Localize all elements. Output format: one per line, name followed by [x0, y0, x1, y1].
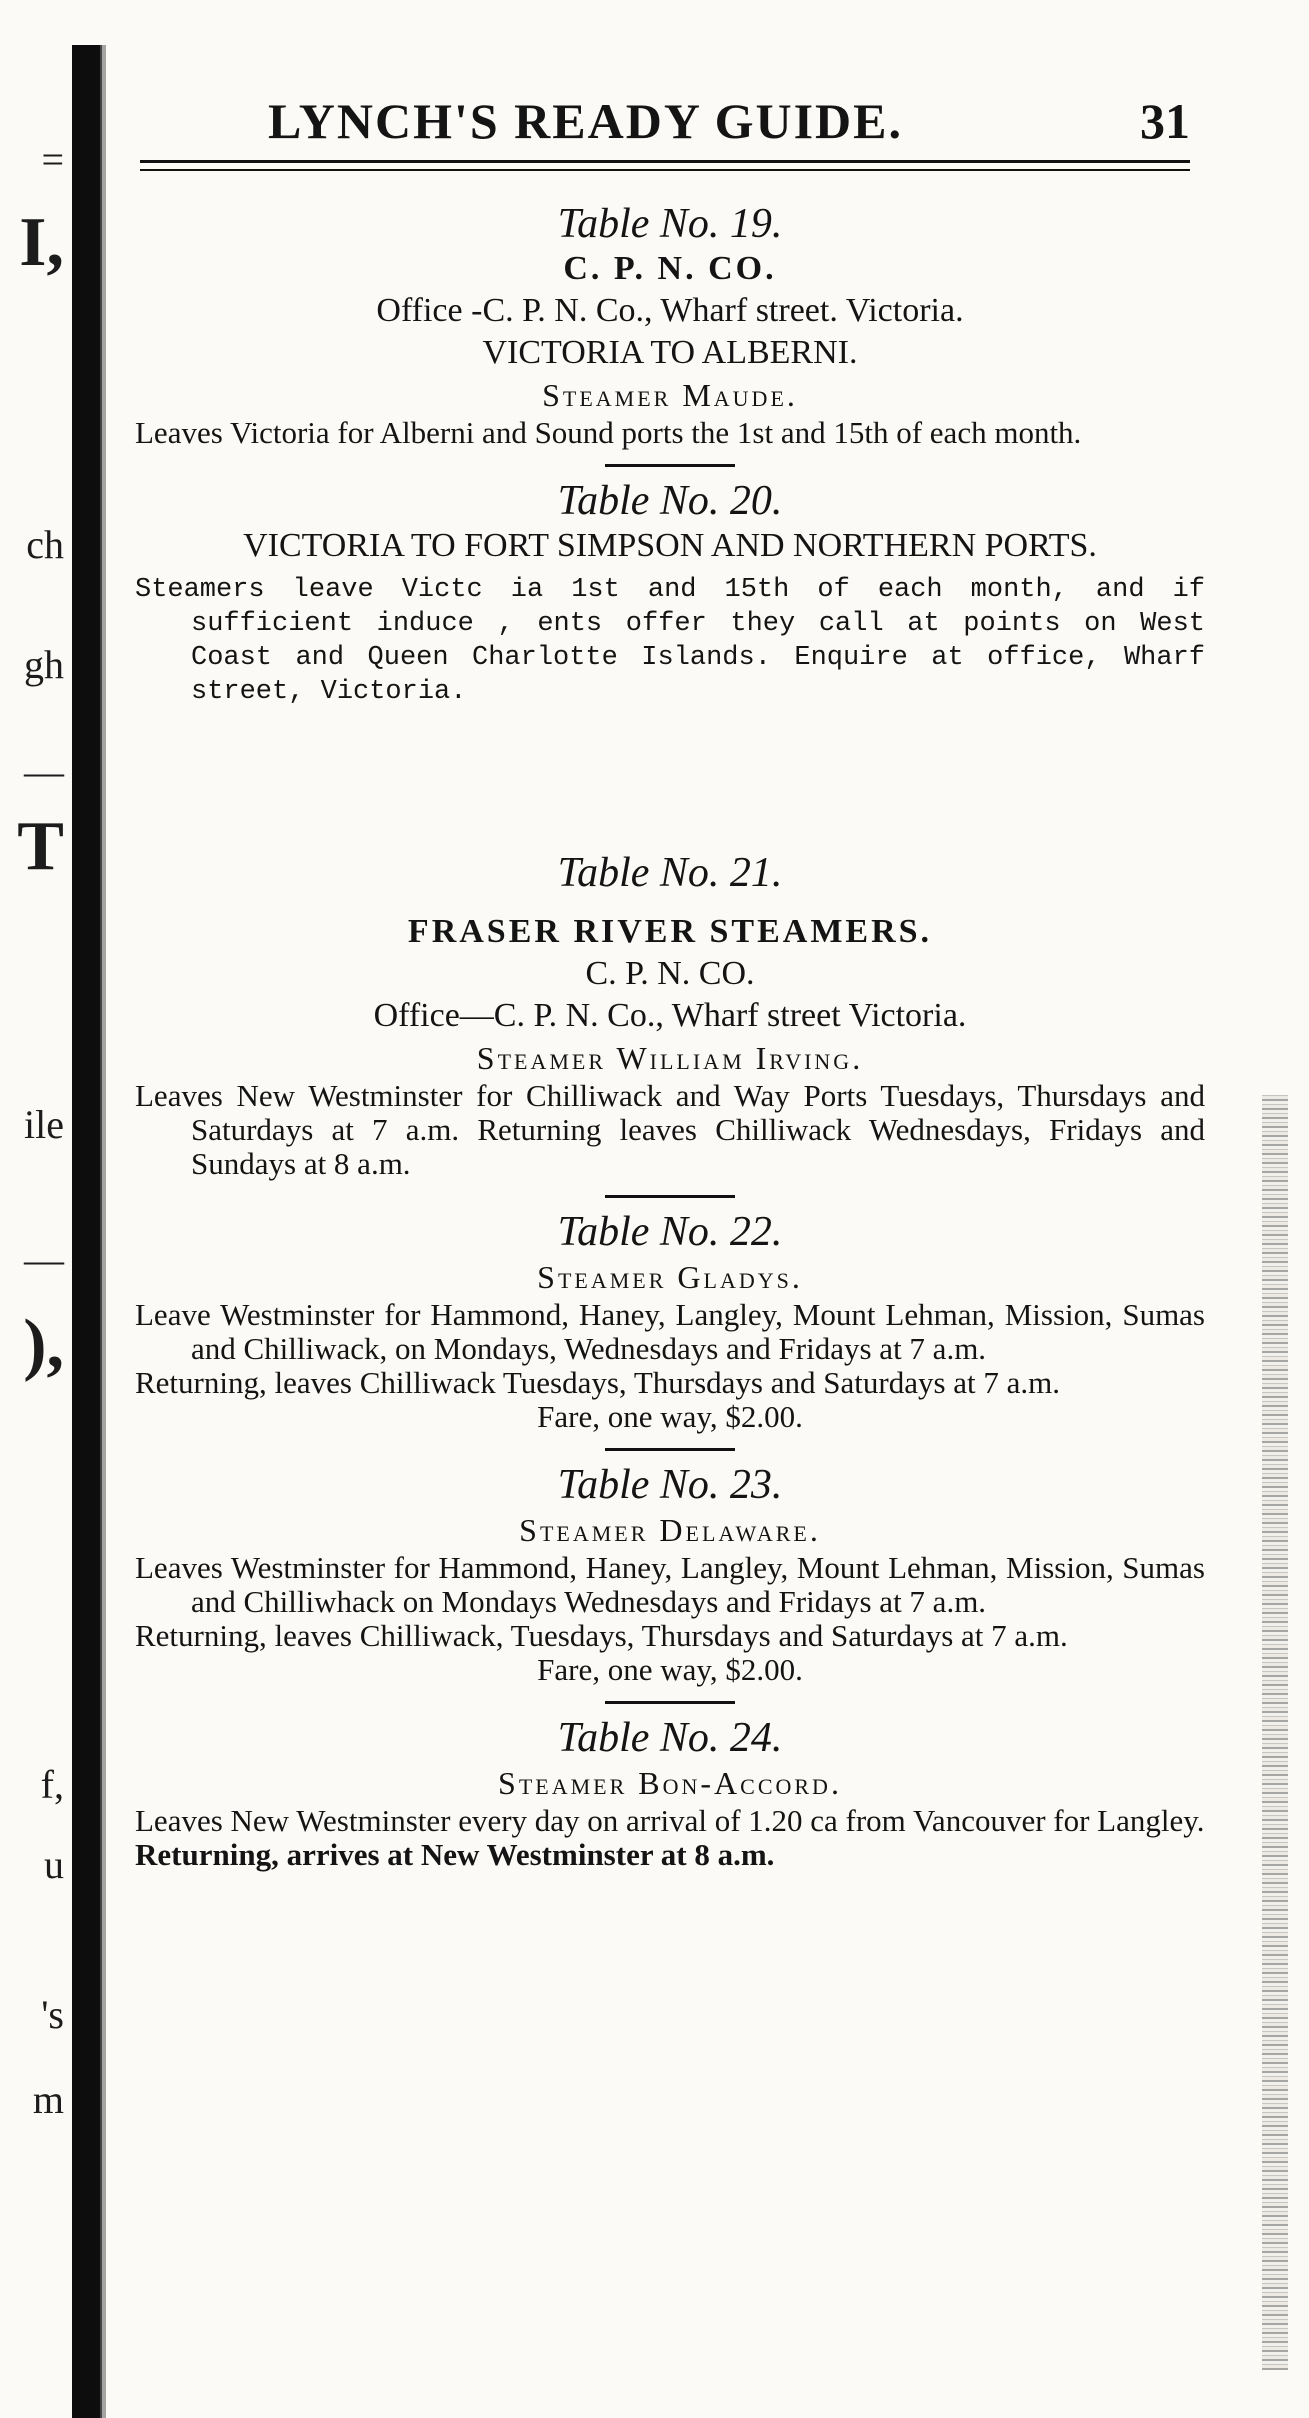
route-name: VICTORIA TO ALBERNI. — [482, 334, 858, 371]
gutter-fragment: m — [32, 2077, 64, 2122]
section-heading: FRASER RIVER STEAMERS. — [407, 913, 933, 950]
table-title: Table No. 20. — [557, 478, 783, 524]
steamer-name: Steamer Delaware. — [519, 1512, 821, 1548]
table-22 — [135, 1208, 1205, 1434]
table-title: Table No. 22. — [557, 1209, 783, 1255]
binding-edge — [100, 45, 106, 2418]
table-23 — [135, 1461, 1205, 1687]
header-rule — [140, 160, 1190, 171]
schedule-paragraph: Leaves Victoria for Alberni and Sound ports the 1st and 15th of each month. — [135, 415, 1082, 450]
return-paragraph: Returning, leaves Chilliwack, Tuesdays, Thursdays and Saturdays at 7 a.m. — [135, 1618, 1068, 1653]
table-title: Table No. 21. — [557, 850, 783, 896]
return-paragraph: Returning, leaves Chilliwack Tuesdays, Thursdays and Saturdays at 7 a.m. — [135, 1365, 1061, 1400]
gutter-fragment: ch — [26, 522, 64, 567]
table-title: Table No. 24. — [557, 1715, 783, 1761]
schedule-paragraph: Leave Westminster for Hammond, Haney, Langley, Mount Lehman, Mission, Sumas and Chilliwack, on Mondays, Wednesdays and Fridays at 7 a.m. — [135, 1297, 1205, 1366]
table-21 — [135, 849, 1205, 1181]
steamer-name: Steamer Gladys. — [537, 1259, 803, 1295]
schedule-paragraph: Leaves New Westminster every day on arrival of 1.20 ca from Vancouver for Langley. — [135, 1803, 1205, 1838]
gutter-fragment: gh — [24, 642, 64, 687]
gutter-fragment: I, — [19, 204, 64, 281]
page-number: 31 — [1140, 93, 1190, 149]
gutter-fragment: ile — [24, 1102, 64, 1147]
book-title: LYNCH'S READY GUIDE. — [268, 93, 904, 149]
section-separator — [605, 1701, 735, 1704]
gutter-fragment: — — [24, 1237, 64, 1282]
section-separator — [605, 1195, 735, 1198]
gutter-fragment: 's — [41, 1992, 64, 2037]
table-24 — [135, 1714, 1205, 1872]
route-name: VICTORIA TO FORT SIMPSON AND NORTHERN PORTS. — [243, 527, 1097, 564]
office-address: Office -C. P. N. Co., Wharf street. Victoria. — [376, 292, 964, 329]
section-separator — [605, 464, 735, 467]
gutter-fragment: = — [41, 137, 64, 182]
return-paragraph: Returning, arrives at New Westminster at 8 a.m. — [135, 1837, 775, 1872]
steamer-name: Steamer Bon-Accord. — [498, 1765, 842, 1801]
gutter-fragment: f, — [40, 1762, 64, 1807]
gutter-fragment: — — [24, 749, 64, 794]
steamer-name: Steamer Maude. — [542, 377, 798, 413]
table-title: Table No. 23. — [557, 1462, 783, 1508]
office-address: Office—C. P. N. Co., Wharf street Victoria. — [373, 997, 967, 1034]
running-header — [140, 86, 1190, 158]
table-19 — [135, 200, 1205, 450]
page-body — [135, 200, 1205, 1872]
table-title: Table No. 19. — [557, 201, 783, 247]
binding-spine — [72, 45, 102, 2418]
gutter-fragment: ), — [23, 1306, 64, 1383]
schedule-paragraph: Steamers leave Victc ia 1st and 15th of each month, and if sufficient induce , ents offer they call at points on West Coast and Queen Charlotte Islands. Enquire at office, Wharf street, Victoria. — [135, 575, 1205, 707]
schedule-paragraph: Leaves New Westminster for Chilliwack and Way Ports Tuesdays, Thursdays and Saturdays at 7 a.m. Returning leaves Chilliwack Wednesdays, Fridays and Sundays at 8 a.m. — [135, 1078, 1205, 1181]
company-name: C. P. N. CO. — [563, 250, 777, 287]
section-separator — [605, 1448, 735, 1451]
company-name: C. P. N. CO. — [585, 955, 755, 992]
blank-space — [135, 709, 1205, 849]
schedule-paragraph: Leaves Westminster for Hammond, Haney, Langley, Mount Lehman, Mission, Sumas and Chilliwhack on Mondays Wednesdays and Fridays at 7 a.m. — [135, 1550, 1205, 1619]
steamer-name: Steamer William Irving. — [476, 1040, 864, 1076]
gutter-fragment: T — [17, 808, 64, 885]
page-edge-shading — [1262, 1095, 1288, 2370]
fare-line: Fare, one way, $2.00. — [537, 1652, 803, 1687]
fare-line: Fare, one way, $2.00. — [537, 1399, 803, 1434]
gutter-fragment: u — [44, 1842, 64, 1887]
table-20 — [135, 477, 1205, 709]
